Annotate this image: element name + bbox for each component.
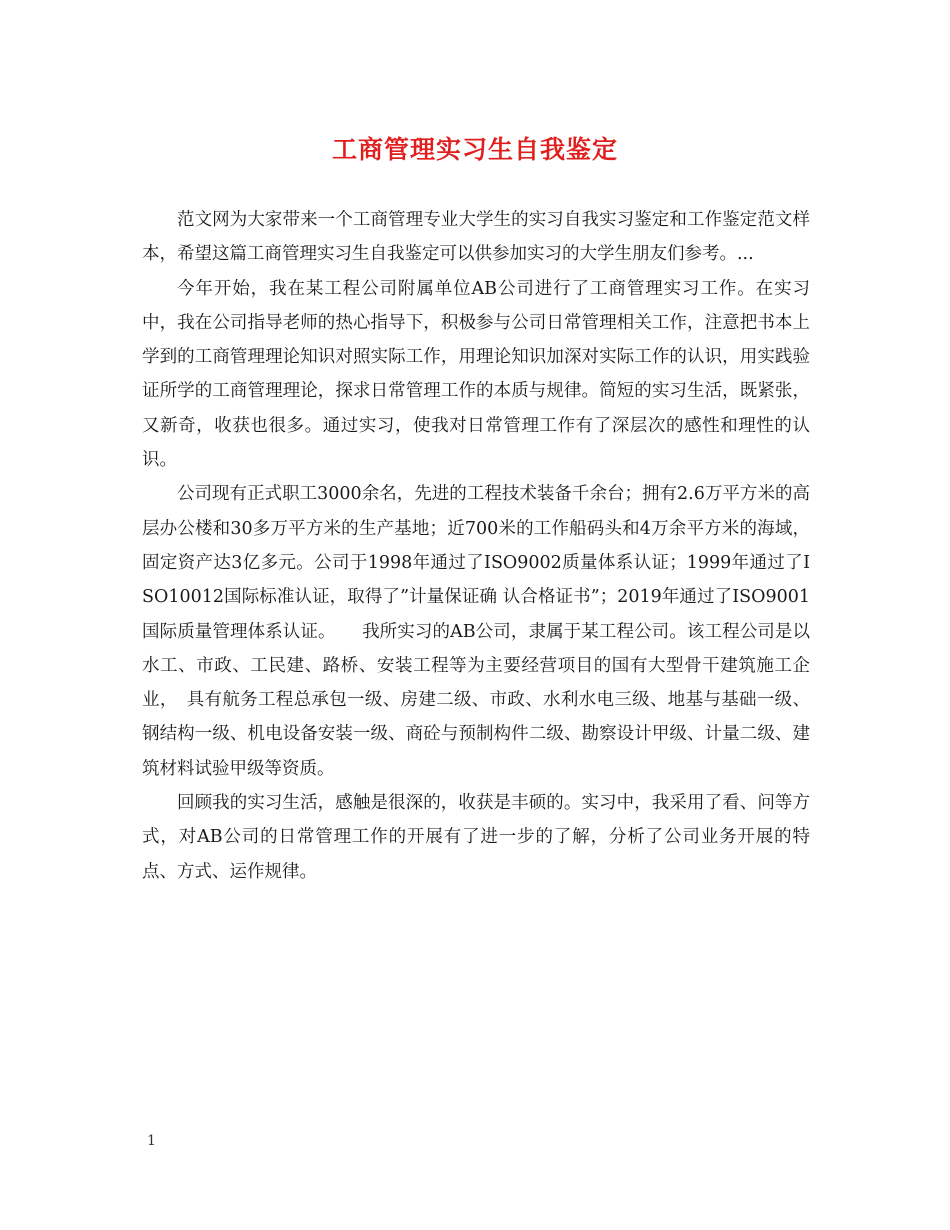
paragraph-review: 回顾我的实习生活，感触是很深的，收获是丰硕的。实习中，我采用了看、问等方式，对AB公司的日常管理工作的开展有了进一步的了解，分析了公司业务开展的特点、方式、运作规律。 [142,793,810,882]
document-body [142,203,810,889]
paragraph-internship: 今年开始，我在某工程公司附属单位AB公司进行了工商管理实习工作。在实习中，我在公司指导老师的热心指导下，积极参与公司日常管理相关工作，注意把书本上学到的工商管理理论知识对照实际工作，用理论知识加深对实际工作的认识，用实践验证所学的工商管理理论，探求日常管理工作的本质与规律。简短的实习生活，既紧张，又新奇，收获也很多。通过实习，使我对日常管理工作有了深层次的感性和理性的认识。 [142,278,810,471]
paragraph-company: 公司现有正式职工3000余名，先进的工程技术装备千余台；拥有2.6万平方米的高层办公楼和30多万平方米的生产基地；近700米的工作船码头和4万余平方米的海域，固定资产达3亿多元。公司于1998年通过了ISO9002质量体系认证；1999年通过了ISO10012国际标准认证，取得了”计量保证确 认合格证书”；2019年通过了ISO9001国际质量管理体系认证。 我所实习的AB公司，隶属于某工程公司。该工程公司是以水工、市政、工民建、路桥、安装工程等为主要经营项目的国有大型骨干建筑施工企业， 具有航务工程总承包一级、房建二级、市政、水利水电三级、地基与基础一级、钢结构一级、机电设备安装一级、商砼与预制构件二级、勘察设计甲级、计量二级、建筑材料试验甲级等资质。 [142,484,810,779]
document-title: 工商管理实习生自我鉴定 [331,135,618,164]
paragraph-intro: 范文网为大家带来一个工商管理专业大学生的实习自我实习鉴定和工作鉴定范文样本，希望这篇工商管理实习生自我鉴定可以供参加实习的大学生朋友们参考。... [142,210,810,265]
page-number: 1 [147,1133,156,1149]
